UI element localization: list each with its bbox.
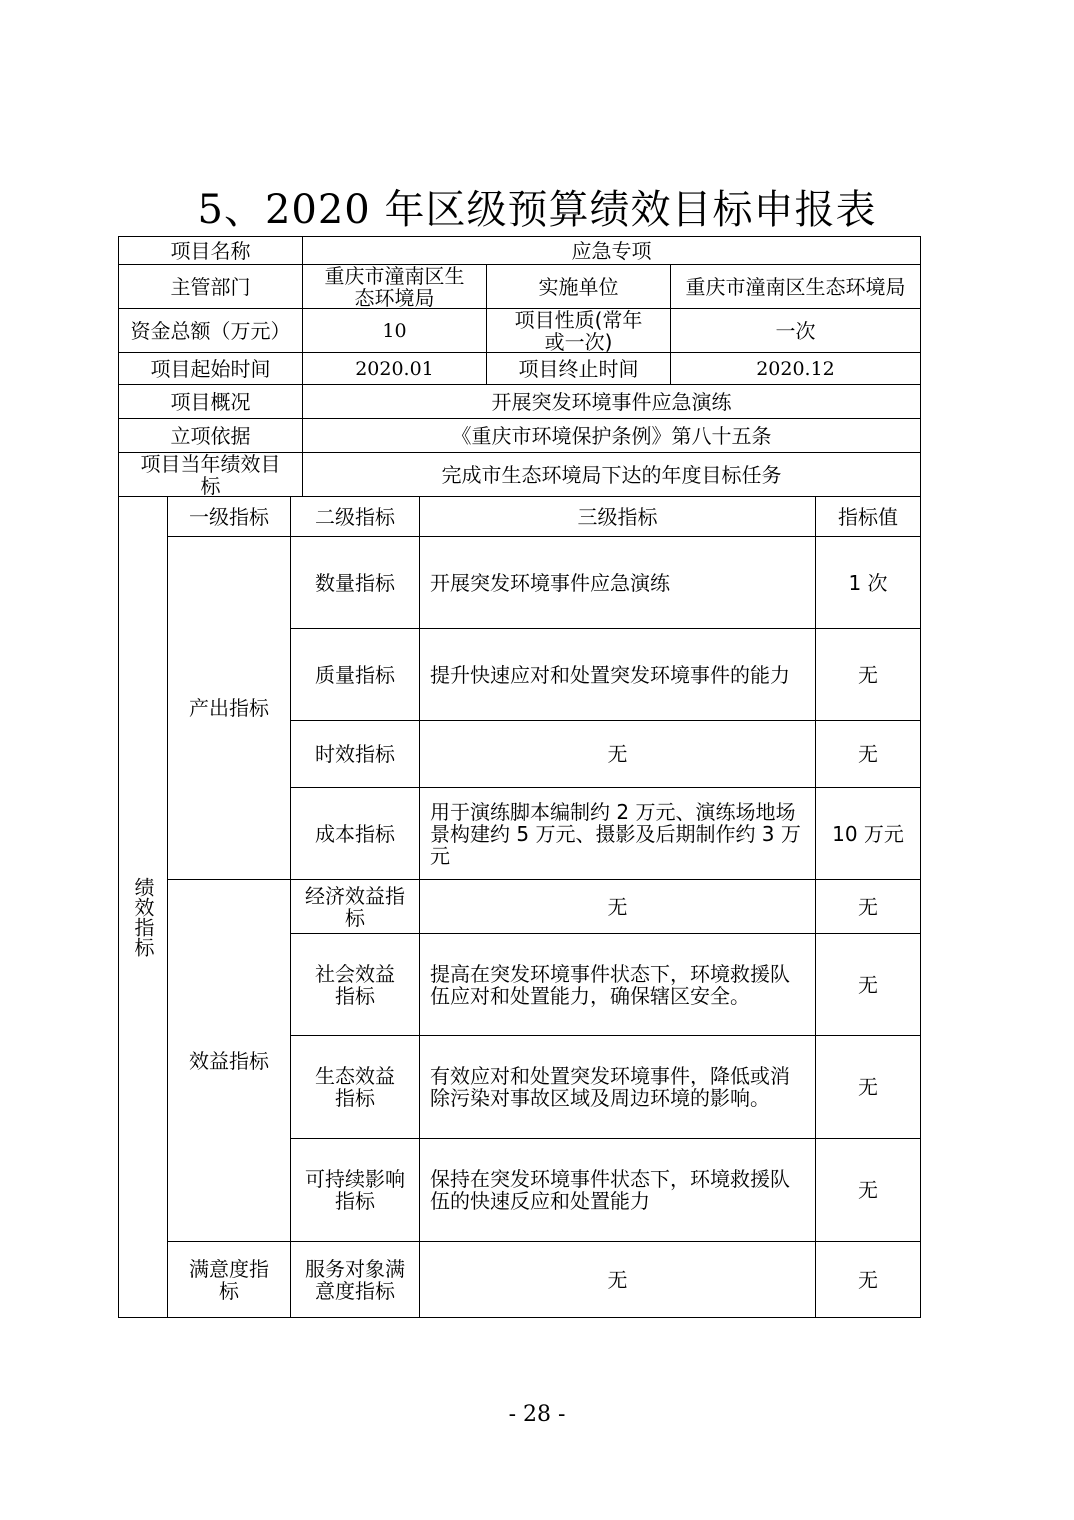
output-row-1-level3: 开展突发环境事件应急演练: [420, 537, 816, 629]
output-row-4-value: 10 万元: [816, 788, 920, 880]
overview-value: 开展突发环境事件应急演练: [303, 385, 920, 419]
output-indicators-label: 产出指标: [168, 537, 291, 880]
output-row-2-level3: 提升快速应对和处置突发环境事件的能力: [420, 629, 816, 721]
satisfaction-row-1-level3: 无: [420, 1242, 816, 1317]
annual-goal-label: 项目当年绩效目标: [119, 453, 303, 497]
end-time-label: 项目终止时间: [487, 353, 671, 385]
output-row-3-level3: 无: [420, 721, 816, 788]
performance-indicators-label: 绩效指标: [131, 877, 155, 957]
annual-goal-value: 完成市生态环境局下达的年度目标任务: [303, 453, 920, 497]
start-time-value: 2020.01: [303, 353, 487, 385]
overview-label: 项目概况: [119, 385, 303, 419]
project-nature-value: 一次: [671, 309, 920, 353]
output-row-4-level3: 用于演练脚本编制约 2 万元、演练场地场景构建约 5 万元、摄影及后期制作约 3 万元: [420, 788, 816, 880]
output-row-1-value: 1 次: [816, 537, 920, 629]
benefit-row-4-level2: 可持续影响指标: [291, 1139, 420, 1242]
benefit-row-1-value: 无: [816, 880, 920, 934]
benefit-row-3-level2: 生态效益指标: [291, 1036, 420, 1139]
satisfaction-row-1-value: 无: [858, 1267, 878, 1292]
output-row-2-value: 无: [816, 629, 920, 721]
header-value: 指标值: [816, 497, 920, 537]
benefit-row-4-level3: 保持在突发环境事件状态下，环境救援队伍的快速反应和处置能力: [420, 1139, 816, 1242]
benefit-row-4-value: 无: [816, 1139, 920, 1242]
benefit-row-3-level3: 有效应对和处置突发环境事件，降低或消除污染对事故区域及周边环境的影响。: [420, 1036, 816, 1139]
fund-total-value: 10: [303, 309, 487, 353]
basis-value: 《重庆市环境保护条例》第八十五条: [303, 419, 920, 453]
start-time-label: 项目起始时间: [119, 353, 303, 385]
performance-indicators-section: [119, 497, 168, 1317]
department-label: 主管部门: [119, 265, 303, 309]
benefit-row-1-level3: 无: [420, 880, 816, 934]
benefit-row-2-value: 无: [816, 934, 920, 1036]
page-number: - 28 -: [508, 1402, 566, 1427]
benefit-row-1-level2: 经济效益指标: [291, 880, 420, 934]
end-time-value: 2020.12: [671, 353, 920, 385]
implementing-unit-value: 重庆市潼南区生态环境局: [671, 265, 920, 309]
satisfaction-indicators-label: 满意度指标: [168, 1242, 291, 1317]
output-row-2-level2: 质量指标: [291, 629, 420, 721]
project-nature-label: 项目性质(常年或一次): [487, 309, 671, 353]
header-level3: 三级指标: [420, 497, 816, 537]
department-value: 重庆市潼南区生态环境局: [303, 265, 487, 309]
benefit-indicators-label: 效益指标: [168, 880, 291, 1242]
project-name-label: 项目名称: [119, 237, 303, 265]
output-row-1-level2: 数量指标: [291, 537, 420, 629]
benefit-row-2-level2: 社会效益指标: [291, 934, 420, 1036]
budget-performance-table: [118, 236, 921, 1318]
fund-total-label: 资金总额（万元）: [119, 309, 303, 353]
basis-label: 立项依据: [119, 419, 303, 453]
output-row-3-value: 无: [816, 721, 920, 788]
project-name-value: 应急专项: [303, 237, 920, 265]
implementing-unit-label: 实施单位: [487, 265, 671, 309]
benefit-row-3-value: 无: [816, 1036, 920, 1139]
benefit-row-2-level3: 提高在突发环境事件状态下，环境救援队伍应对和处置能力，确保辖区安全。: [420, 934, 816, 1036]
satisfaction-row-1-level2: 服务对象满意度指标: [291, 1242, 420, 1317]
output-row-4-level2: 成本指标: [291, 788, 420, 880]
output-row-3-level2: 时效指标: [291, 721, 420, 788]
page-title: 5、2020 年区级预算绩效目标申报表: [197, 187, 877, 233]
header-level1: 一级指标: [168, 497, 291, 537]
header-level2: 二级指标: [291, 497, 420, 537]
